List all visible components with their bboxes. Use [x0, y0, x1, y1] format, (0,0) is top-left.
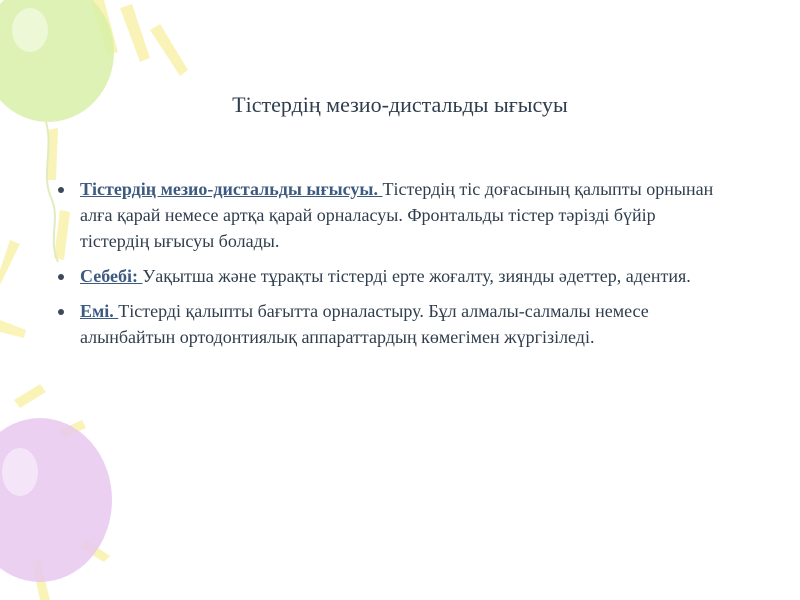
slide-title: Тістердің мезио-дистальды ығысуы: [232, 92, 568, 117]
bullet-dot-icon: [58, 187, 64, 193]
treatment-text: Тістерді қалыпты бағытта орналастыру. Бұл алмалы-салмалы немесе алынбайтын ортодонтиялық аппараттардың көмегімен жүргізіледі.: [80, 301, 649, 347]
bullet-item-cause: [58, 263, 718, 289]
term-definition: Тістердің мезио-дистальды ығысуы.: [80, 179, 383, 199]
bullet-list: [58, 176, 718, 359]
term-treatment: Емі.: [80, 301, 119, 321]
bullet-item-definition: [58, 176, 718, 254]
bullet-item-treatment: [58, 298, 718, 350]
bullet-dot-icon: [58, 274, 64, 280]
balloon-violet: [0, 418, 112, 582]
term-cause: Себебі:: [80, 266, 143, 286]
definition-text: Тістердің тіс доғасының қалыпты орнынан алға қарай немесе артқа қарай орналасуы. Фронтальды тістер тәрізді бүйір тістердің ығысуы болады.: [80, 179, 714, 251]
bullet-dot-icon: [58, 309, 64, 315]
cause-text: Уақытша және тұрақты тістерді ерте жоғалту, зиянды әдеттер, адентия.: [142, 266, 691, 286]
